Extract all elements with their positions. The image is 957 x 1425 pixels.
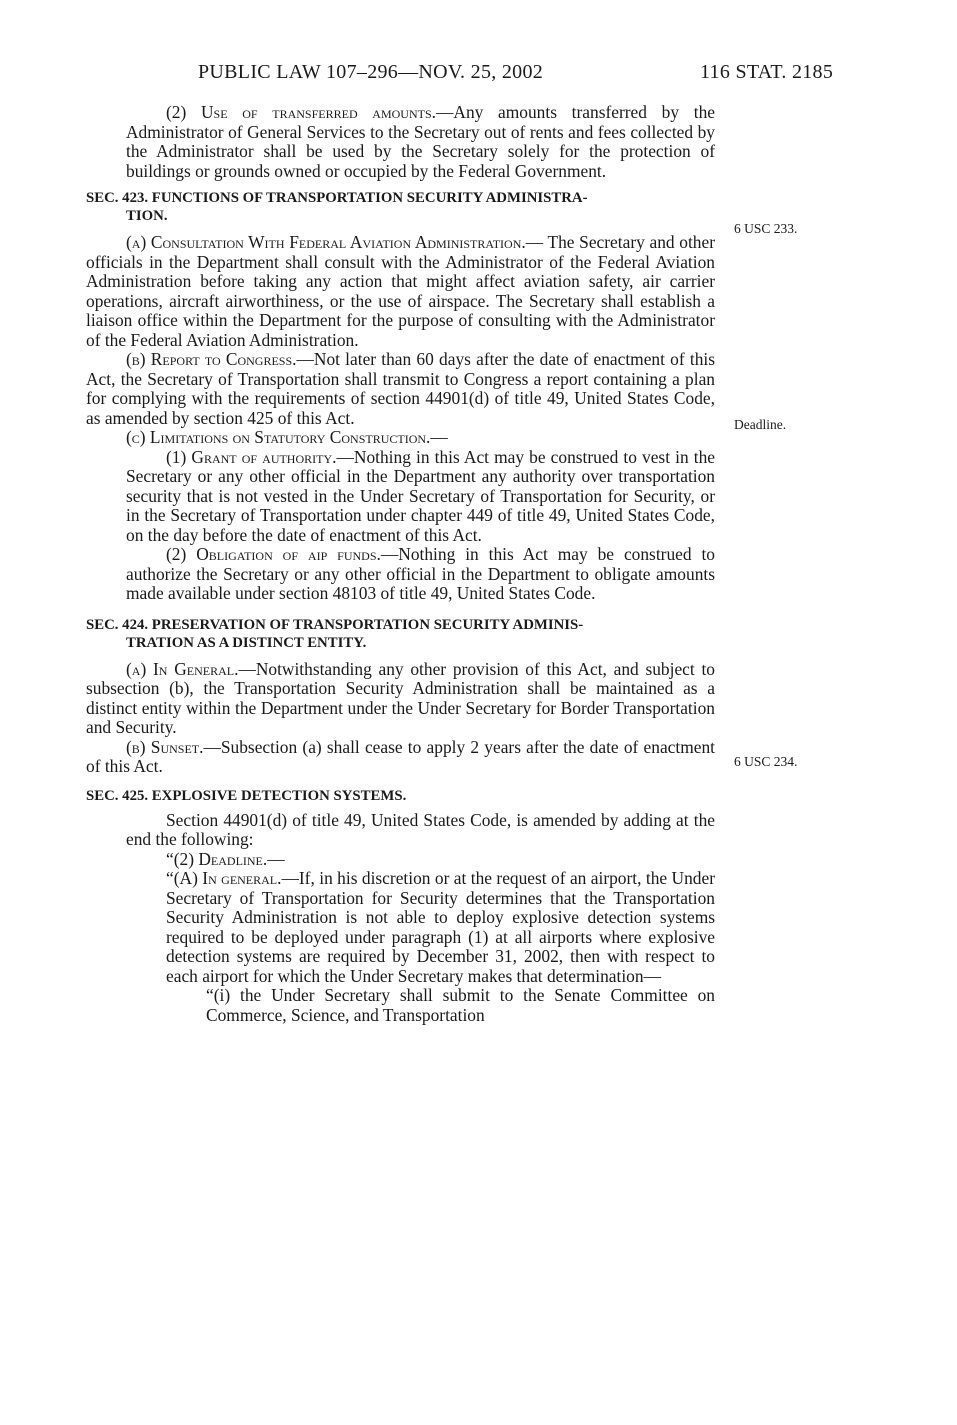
- subsection-heading: (a) Consultation With Federal Aviation Administration.: [126, 232, 526, 252]
- subsection-text: —Not later than 60 days after the date of enactment of this Act, the Secretary of Transportation shall transmit to Congress a report containing a plan for complying with the requirements of section 44901(d) of title 49, United States Code, as amended by section 425 of this Act.: [86, 349, 715, 428]
- running-header-citation: PUBLIC LAW 107–296—NOV. 25, 2002: [198, 61, 544, 83]
- section-425-heading: [86, 787, 715, 805]
- section-title-line2: TRATION AS A DISTINCT ENTITY.: [126, 634, 367, 651]
- subsection-heading: (c) Limitations on Statutory Construction.: [126, 427, 431, 447]
- margin-note-deadline: Deadline.: [734, 417, 787, 432]
- margin-note-sec424: 6 USC 234.: [734, 754, 798, 769]
- subparagraph-text: —If, in his discretion or at the request of an airport, the Under Secretary of Transportation for Security determines that the Transportation Security Administration is not able to deploy explosive detection systems required to be deployed under paragraph (1) at all airports where explosive detection systems are required by December 31, 2002, then with respect to each airport for which the Under Secretary makes that determination—: [166, 868, 716, 986]
- paragraph-heading: (2) Obligation of aip funds.: [166, 544, 381, 564]
- section-423-heading: [86, 189, 715, 225]
- quoted-subparagraph-A: [86, 869, 715, 986]
- subsection-text: —Subsection (a) shall cease to apply 2 years after the date of enactment of this Act.: [86, 736, 715, 776]
- paragraph-text: —Nothing in this Act may be construed to authorize the Secretary or any other official in the Department to obligate amounts made available under section 48103 of title 49, United States Code.: [126, 544, 715, 603]
- document-body: [86, 103, 715, 1025]
- running-header-page: 116 STAT. 2185: [700, 61, 834, 83]
- section-424-heading: [86, 616, 715, 652]
- subsection-424-b: [86, 738, 715, 777]
- paragraph-use-of-transferred-amounts: [86, 103, 715, 181]
- paragraph-text: Section 44901(d) of title 49, United States Code, is amended by adding at the end the following:: [126, 809, 715, 849]
- paragraph-dash: —: [267, 848, 285, 869]
- clause-text: “(i) the Under Secretary shall submit to the Senate Committee on Commerce, Science, and Transportation: [206, 985, 715, 1025]
- subsection-423-a: [86, 233, 715, 350]
- subsection-424-a: [86, 660, 715, 738]
- subsection-text: — The Secretary and other officials in the Department shall consult with the Administrator of the Federal Aviation Administration before taking any action that might affect aviation safety, air carrier operations, aircraft airworthiness, or the use of airspace. The Secretary shall establish a liaison office within the Department for the purpose of consulting with the Administrator of the Federal Aviation Administration.: [86, 232, 715, 350]
- subsection-heading: (b) Sunset.: [126, 736, 204, 757]
- section-425-intro: [86, 811, 715, 850]
- section-title: SEC. 425. EXPLOSIVE DETECTION SYSTEMS.: [86, 787, 407, 804]
- subparagraph-heading: “(A) In general.: [166, 868, 282, 888]
- subsection-dash: —: [430, 427, 448, 447]
- paragraph-423-c-1: [86, 448, 715, 546]
- margin-note-sec423: 6 USC 233.: [734, 221, 798, 236]
- paragraph-heading: “(2) Deadline.: [166, 848, 268, 869]
- subsection-heading: (a) In General.: [126, 658, 239, 679]
- section-title-line1: SEC. 423. FUNCTIONS OF TRANSPORTATION SECURITY ADMINISTRA-: [86, 190, 588, 206]
- subsection-423-b: [86, 350, 715, 428]
- section-title-line2: TION.: [126, 208, 168, 224]
- quoted-clause-i: [86, 986, 715, 1025]
- quoted-paragraph-2: [86, 850, 715, 870]
- paragraph-text: —Nothing in this Act may be construed to vest in the Secretary or any other official in the Department any authority over transportation security that is not vested in the Under Secretary of Transportation for Security, or in the Secretary of Transportation under chapter 449 of title 49, United States Code, on the day before the date of enactment of this Act.: [126, 446, 715, 545]
- paragraph-text: —Any amounts transferred by the Administrator of General Services to the Secretary out of rents and fees collected by the Administrator shall be used by the Secretary solely for the protection of buildings or grounds owned or occupied by the Federal Government.: [126, 102, 715, 181]
- section-title-line1: SEC. 424. PRESERVATION OF TRANSPORTATION SECURITY ADMINIS-: [86, 616, 584, 633]
- subsection-423-c: [86, 428, 715, 448]
- paragraph-heading: (1) Grant of authority.: [166, 446, 337, 467]
- subsection-text: —Notwithstanding any other provision of this Act, and subject to subsection (b), the Transportation Security Administration shall be maintained as a distinct entity within the Department under the Under Secretary for Border Transportation and Security.: [86, 658, 715, 737]
- subsection-heading: (b) Report to Congress.: [126, 349, 297, 369]
- paragraph-423-c-2: [86, 545, 715, 604]
- paragraph-heading: (2) Use of transferred amounts.: [166, 102, 436, 122]
